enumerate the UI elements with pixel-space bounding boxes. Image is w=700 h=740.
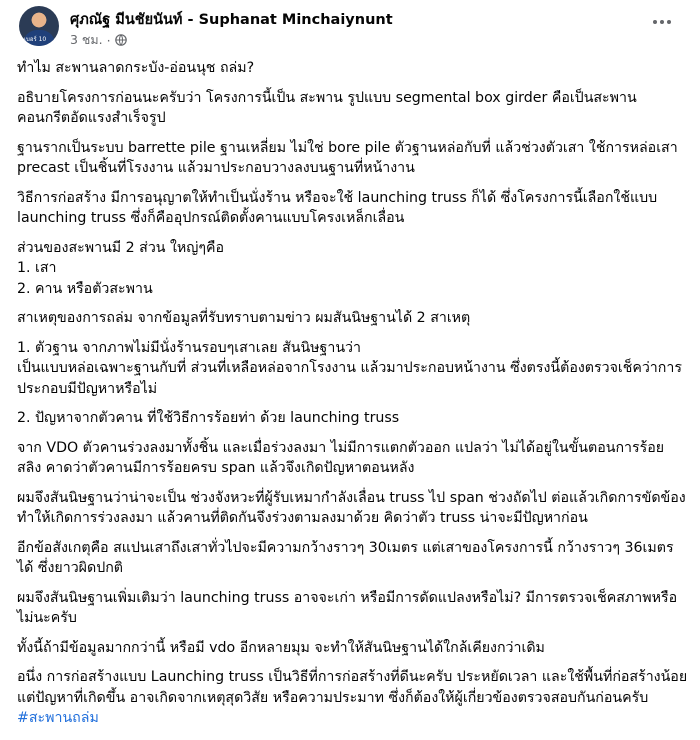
post-paragraph: ส่วนของสะพานมี 2 ส่วน ใหญ่ๆคือ 1. เสา 2. คาน หรือตัวสะพาน	[17, 239, 225, 297]
globe-icon[interactable]	[115, 34, 127, 46]
post-paragraph: ผมจึงสันนิษฐานว่าน่าจะเป็น ช่วงจังหวะที่ผู้รับเหมากำลังเลื่อน truss ไป span ช่วงถัดไป ต่อแล้วเกิดการขัดข้อง ทำให้เกิดการร่วงลงมา แล้วคานที่ติดกันจึงร่วงตามลงมาด้วย คิดว่าตัว truss น่าจะมีปัญหาก่อน	[17, 489, 686, 526]
post-header	[16, 0, 684, 58]
post-meta	[70, 30, 127, 50]
post-paragraph: วิธีการก่อสร้าง มีการอนุญาตให้ทำเป็นนั่งร้าน หรือจะใช้ launching truss ก็ได้ ซึ่งโครงการนี้เลือกใช้แบบ launching truss ซึ่งก็คืออุปกรณ์ติดตั้งคานแบบโครงเหล็กเลื่อน	[17, 189, 658, 226]
post-paragraph: อนึ่ง การก่อสร้างแบบ Launching truss เป็นวิธีที่การก่อสร้างที่ดีนะครับ ประหยัดเวลา และใช้พื้นที่ก่อสร้างน้อย แต่ปัญหาที่เกิดขึ้น อาจเกิดจากเหตุสุดวิสัย หรือความประมาท ซึ่งก็ต้องให้ผู้เกี่ยวข้องตรวจสอบกันก่อนครับ	[17, 669, 688, 706]
post-paragraph: อีกข้อสังเกตุคือ สแปนเสาถึงเสาทั่วไปจะมีความกว้างราวๆ 30เมตร แต่เสาของโครงการนี้ กว้างราวๆ 36เมตร ได้ ซึ่งยาวผิดปกติ	[17, 539, 674, 576]
author-avatar[interactable]	[19, 6, 59, 46]
post-paragraph: ทำไม สะพานลาดกระบัง-อ่อนนุช ถล่ม?	[17, 60, 255, 76]
author-name[interactable]: ศุภณัฐ มีนชัยนันท์ - Suphanat Minchaiynunt	[70, 12, 393, 28]
avatar-number-tag: เบอร์ 10	[24, 36, 47, 43]
post-body	[17, 58, 688, 729]
hashtag-link[interactable]: #สะพานถล่ม	[17, 710, 99, 726]
meta-separator: ·	[106, 32, 111, 48]
post-paragraph: จาก VDO ตัวคานร่วงลงมาทั้งชิ้น และเมื่อร่วงลงมา ไม่มีการแตกตัวออก แปลว่า ไม่ได้อยู่ในขั้นตอนการร้อยสลิง คาดว่าตัวคานมีการร้อยครบ span แล้วจึงเกิดปัญหาตอนหลัง	[17, 439, 665, 476]
post-paragraph: ผมจึงสันนิษฐานเพิ่มเติมว่า launching truss อาจจะเก่า หรือมีการดัดแปลงหรือไม่? มีการตรวจเช็คสภาพหรือไม่นะครับ	[17, 589, 678, 626]
post-paragraph: ฐานรากเป็นระบบ barrette pile ฐานเหลี่ยม ไม่ใช่ bore pile ตัวฐานหล่อกับที่ แล้วช่วงตัวเสา ใช้การหล่อเสา precast เป็นชิ้นที่โรงงาน แล้วมาประกอบวางลงบนฐานที่หน้างาน	[17, 139, 678, 176]
post-paragraph: 2. ปัญหาจากตัวคาน ที่ใช้วิธีการร้อยท่า ด้วย launching truss	[17, 410, 400, 426]
post-paragraph: 1. ตัวฐาน จากภาพไม่มีนั่งร้านรอบๆเสาเลย สันนิษฐานว่า เป็นแบบหล่อเฉพาะฐานกับที่ ส่วนที่เหลือหล่อจากโรงงาน แล้วมาประกอบหน้างาน ซึ่งตรงนี้ต้องตรวจเช็คว่าการประกอบมีปัญหาหรือไม่	[17, 339, 682, 397]
post-paragraph: อธิบายโครงการก่อนนะครับว่า โครงการนี้เป็น สะพาน รูปแบบ segmental box girder คือเป็นสะพานคอนกรีตอัดแรงสำเร็จรูป	[17, 89, 637, 126]
post-time[interactable]: 3 ชม.	[70, 32, 103, 47]
post-paragraph: ทั้งนี้ถ้ามีข้อมูลมากกว่านี้ หรือมี vdo อีกหลายมุม จะทำให้สันนิษฐานได้ใกล้เคียงกว่าเดิม	[17, 639, 545, 656]
post-paragraph: สาเหตุของการถล่ม จากข้อมูลที่รับทราบตามข่าว ผมสันนิษฐานได้ 2 สาเหตุ	[17, 310, 471, 326]
more-options-icon[interactable]	[646, 12, 678, 32]
